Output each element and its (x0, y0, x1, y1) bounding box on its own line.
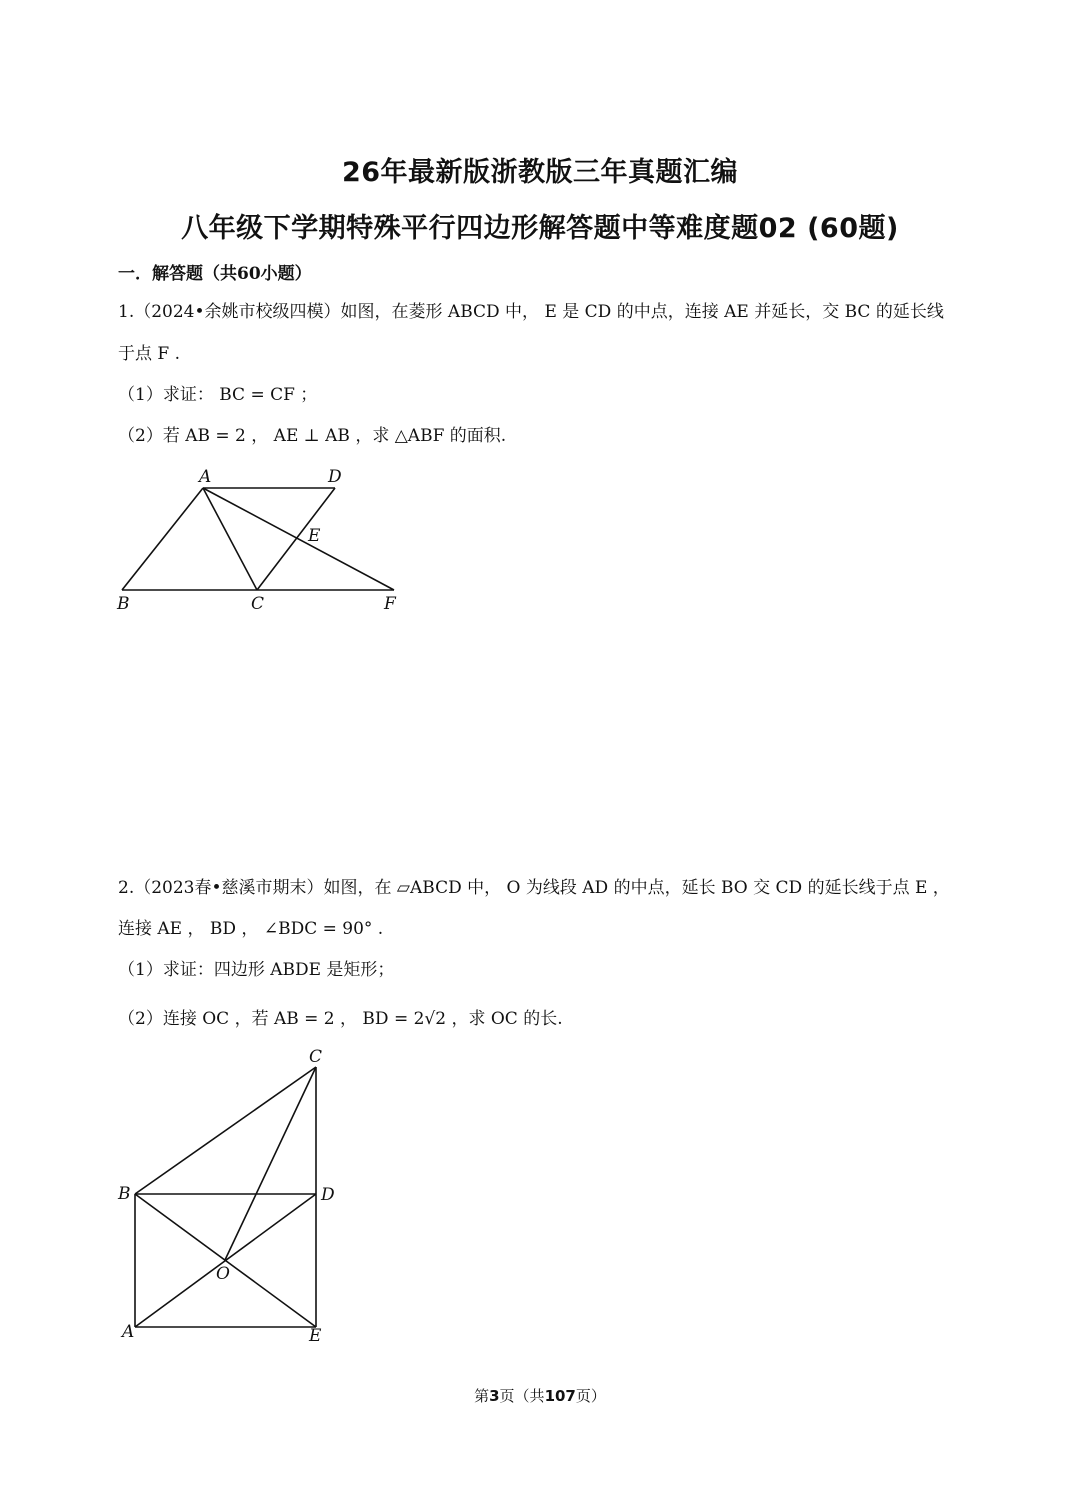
q1-part1: （1）求证： BC = CF ； (118, 385, 318, 405)
footer-prefix: 第 (474, 1387, 490, 1405)
q1-stem-line1: 1.（2024•余姚市校级四模）如图，在菱形 ABCD 中， E 是 CD 的中点，连接 AE 并延长，交 BC 的延长线 (118, 302, 944, 322)
q2-figure (110, 1040, 350, 1350)
q2-label-O: O (216, 1264, 230, 1284)
q2-label-C: C (309, 1047, 323, 1067)
q2-seg-OC (225, 1067, 316, 1260)
q2-label-A: A (122, 1322, 135, 1342)
q1-label-D: D (328, 467, 342, 487)
footer-suffix: 页） (575, 1387, 606, 1405)
section-heading: 一．解答题（共60小题） (118, 264, 312, 284)
q2-label-E: E (309, 1326, 322, 1346)
document-title: 26年最新版浙教版三年真题汇编 (341, 157, 739, 188)
q2-stem-line1: 2.（2023春•慈溪市期末）如图，在 ▱ABCD 中， O 为线段 AD 的中点，延长 BO 交 CD 的延长线于点 E ， (118, 878, 950, 898)
document-subtitle: 八年级下学期特殊平行四边形解答题中等难度题02 (60题) (181, 213, 899, 244)
q1-part2: （2）若 AB = 2 ， AE ⊥ AB ，求 △ABF 的面积. (118, 426, 507, 446)
q2-seg-BC (135, 1067, 316, 1194)
q1-seg-AF (203, 488, 394, 590)
q2-label-D: D (321, 1185, 335, 1205)
q1-label-B: B (117, 594, 130, 614)
footer-middle: 页（共 (499, 1387, 545, 1405)
page-footer (0, 1385, 1080, 1406)
footer-page-number: 3 (489, 1387, 500, 1405)
q1-label-E: E (308, 526, 321, 546)
q1-seg-DC (257, 488, 335, 590)
footer-total-pages: 107 (544, 1387, 576, 1405)
q1-label-A: A (199, 467, 212, 487)
q1-seg-AB (122, 488, 203, 590)
q2-label-B: B (118, 1184, 131, 1204)
q2-stem-line2: 连接 AE ， BD ， ∠BDC = 90° . (118, 919, 384, 939)
q1-label-C: C (251, 594, 265, 614)
q1-stem-line2: 于点 F . (118, 344, 181, 364)
q2-part1: （1）求证：四边形 ABDE 是矩形； (118, 960, 395, 980)
q2-part2: （2）连接 OC ，若 AB = 2 ， BD = 2√2 ，求 OC 的长. (118, 1009, 563, 1029)
q1-label-F: F (384, 594, 396, 614)
q1-figure (110, 460, 410, 620)
